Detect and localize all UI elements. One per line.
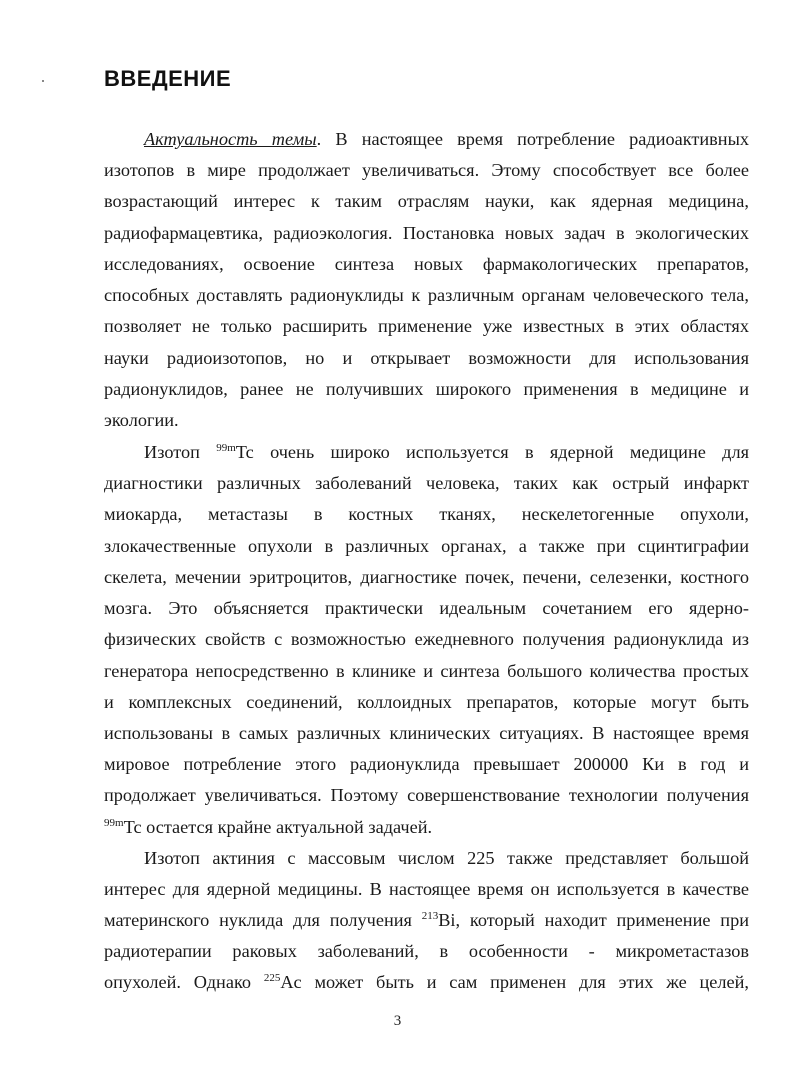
isotope-mass-number: 225 xyxy=(263,972,281,984)
text-line: экологии. xyxy=(104,410,179,430)
text-line: мировое потребление этого радионуклида превышает 200000 Ки в год и xyxy=(104,754,749,774)
text-line: опухолей. Однако $^{225}$Ac может быть и сам применен для этих же целей, xyxy=(104,972,749,992)
text-line: радиофармацевтика, радиоэкология. Постановка новых задач в экологических xyxy=(104,223,749,243)
isotope-mass-number: 99m xyxy=(104,817,124,829)
text-line: $^{99m}$Tc остается крайне актуальной задачей. xyxy=(104,817,433,837)
text-line: и комплексных соединений, коллоидных препаратов, которые могут быть xyxy=(104,692,749,712)
text-line: генератора непосредственно в клинике и синтеза большого количества простых xyxy=(104,661,749,681)
lead-phrase: Актуальность темы xyxy=(144,129,317,149)
text-line: миокарда, метастазы в костных тканях, нескелетогенные опухоли, xyxy=(104,504,749,524)
text-line: радионуклидов, ранее не получивших широкого применения в медицине и xyxy=(104,379,749,399)
text-line: способных доставлять радионуклиды к различным органам человеческого тела, xyxy=(104,285,749,305)
text-line: радиотерапии раковых заболеваний, в особенности - микрометастазов xyxy=(104,941,749,961)
text-line: Актуальность темы. В настоящее время потребление радиоактивных xyxy=(144,129,750,149)
text-line: использованы в самых различных клинических ситуациях. В настоящее время xyxy=(104,723,749,743)
text-line: злокачественные опухоли в различных органах, а также при сцинтиграфии xyxy=(104,536,749,556)
text-line: Изотоп $^{99m}$Tc очень широко используется в ядерной медицине для xyxy=(144,442,749,462)
isotope-mass-number: 99m xyxy=(216,442,236,454)
text-line: науки радиоизотопов, но и открывает возможности для использования xyxy=(104,348,749,368)
text-line: мозга. Это объясняется практически идеальным сочетанием его ядерно- xyxy=(104,598,749,618)
text-line: исследованиях, освоение синтеза новых фармакологических препаратов, xyxy=(104,254,749,274)
text-line: скелета, мечении эритроцитов, диагностике почек, печени, селезенки, костного xyxy=(104,567,749,587)
text-line: изотопов в мире продолжает увеличиваться. Этому способствует все более xyxy=(104,160,749,180)
text-line: позволяет не только расширить применение уже известных в этих областях xyxy=(104,316,749,336)
scan-speck xyxy=(42,80,44,82)
text-line: физических свойств с возможностью ежедневного получения радионуклида из xyxy=(104,629,749,649)
text-line: материнского нуклида для получения $^{213}$Bi, который находит применение при xyxy=(104,910,749,930)
isotope-mass-number: 213 xyxy=(421,910,439,922)
text-line: диагностики различных заболеваний человека, таких как острый инфаркт xyxy=(104,473,749,493)
text-line: интерес для ядерной медицины. В настоящее время он используется в качестве xyxy=(104,879,749,899)
text-line: возрастающий интерес к таким отраслям науки, как ядерная медицина, xyxy=(104,191,749,211)
page-title: ВВЕДЕНИЕ xyxy=(104,66,232,91)
text-line: продолжает увеличиваться. Поэтому совершенствование технологии получения xyxy=(104,785,749,805)
page-number: 3 xyxy=(393,1013,402,1029)
text-line: Изотоп актиния с массовым числом 225 также представляет большой xyxy=(144,848,749,868)
